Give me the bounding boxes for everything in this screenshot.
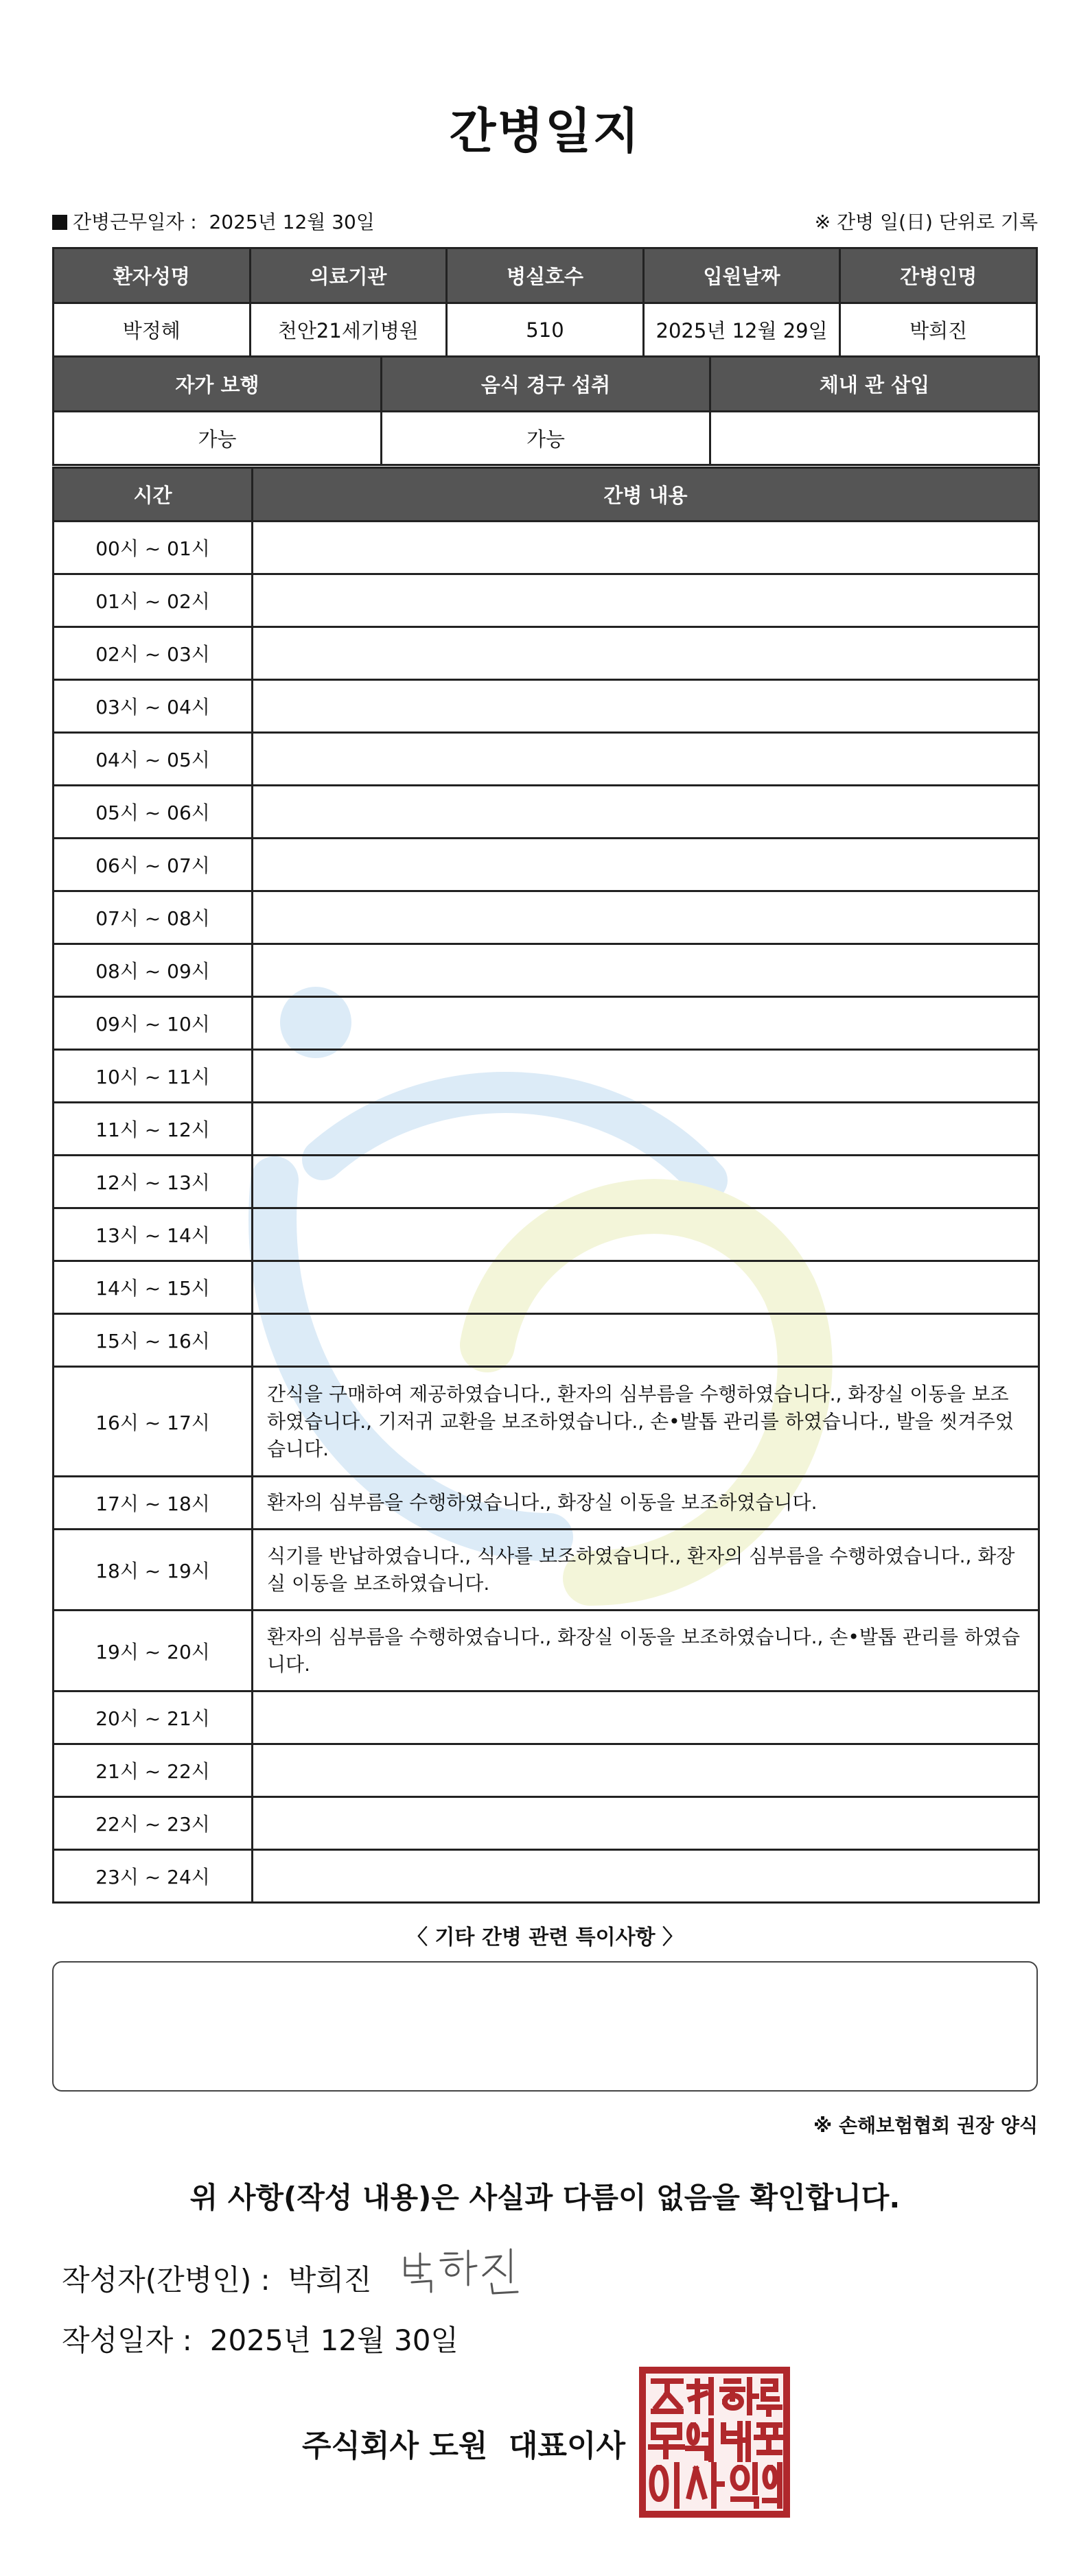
- form-source-note: ※ 손해보험협회 권장 양식: [813, 2114, 1038, 2137]
- table-row: [54, 1744, 1039, 1797]
- time-slot-cell: 07시 ~ 08시: [54, 891, 253, 944]
- table-row: [54, 1691, 1039, 1744]
- table-row: [54, 574, 1039, 627]
- time-slot-cell: 14시 ~ 15시: [54, 1261, 253, 1314]
- room-number: 510: [447, 303, 644, 357]
- written-date-value: 2025년 12월 30일: [209, 2323, 459, 2357]
- header-patient-name: 환자성명: [54, 248, 251, 303]
- time-slot-cell: 18시 ~ 19시: [54, 1530, 253, 1611]
- caregiver-name: 박희진: [840, 303, 1037, 357]
- care-content-cell: [253, 786, 1039, 839]
- header-care-content: 간병 내용: [253, 468, 1039, 522]
- time-slot-cell: 04시 ~ 05시: [54, 733, 253, 786]
- table-row: [54, 522, 1039, 574]
- writer-line: [62, 2258, 371, 2299]
- care-content-cell: 간식을 구매하여 제공하였습니다., 환자의 심부름을 수행하였습니다., 화장실 이동을 보조하였습니다., 기저귀 교환을 보조하였습니다., 손•발톱 관리를 하였습니다., 발을 씻겨주었습니다.: [253, 1367, 1039, 1477]
- square-bullet-icon: [52, 215, 67, 230]
- handwritten-signature: [399, 2244, 523, 2299]
- care-content-cell: [253, 733, 1039, 786]
- time-slot-cell: 23시 ~ 24시: [54, 1850, 253, 1903]
- table-row: [54, 1314, 1039, 1367]
- table-row: [54, 1797, 1039, 1850]
- time-slot-cell: 21시 ~ 22시: [54, 1744, 253, 1797]
- document-title: 간병일지: [449, 103, 641, 159]
- care-content-cell: [253, 627, 1039, 680]
- table-row: [54, 944, 1039, 997]
- table-row: [54, 1611, 1039, 1691]
- time-slot-cell: 19시 ~ 20시: [54, 1611, 253, 1691]
- table-row: [54, 891, 1039, 944]
- tube-insertion-value: [710, 412, 1039, 465]
- time-slot-cell: 15시 ~ 16시: [54, 1314, 253, 1367]
- time-slot-cell: 10시 ~ 11시: [54, 1050, 253, 1103]
- care-content-cell: [253, 680, 1039, 733]
- care-content-cell: 식기를 반납하였습니다., 식사를 보조하였습니다., 환자의 심부름을 수행하였습니다., 화장실 이동을 보조하였습니다.: [253, 1530, 1039, 1611]
- table-row: [54, 1208, 1039, 1261]
- table-row: [54, 1050, 1039, 1103]
- writer-name: 박희진: [288, 2263, 372, 2297]
- time-slot-cell: 00시 ~ 01시: [54, 522, 253, 574]
- table-row: [54, 627, 1039, 680]
- time-slot-cell: 13시 ~ 14시: [54, 1208, 253, 1261]
- care-content-cell: [253, 574, 1039, 627]
- care-content-cell: [253, 1156, 1039, 1208]
- patient-name: 박정혜: [54, 303, 251, 357]
- header-caregiver-name: 간병인명: [840, 248, 1037, 303]
- work-date-label: 간병근무일자 :: [73, 211, 197, 233]
- time-slot-cell: 16시 ~ 17시: [54, 1367, 253, 1477]
- care-content-cell: [253, 891, 1039, 944]
- care-content-cell: 환자의 심부름을 수행하였습니다., 화장실 이동을 보조하였습니다., 손•발톱 관리를 하였습니다.: [253, 1611, 1039, 1691]
- header-self-walking: 자가 보행: [54, 357, 382, 412]
- hospital-name: 천안21세기병원: [250, 303, 447, 357]
- care-content-cell: [253, 1050, 1039, 1103]
- time-slot-cell: 22시 ~ 23시: [54, 1797, 253, 1850]
- header-time: 시간: [54, 468, 253, 522]
- record-unit-note: ※ 간병 일(日) 단위로 기록: [814, 211, 1038, 233]
- table-row: [54, 1261, 1039, 1314]
- care-content-cell: 환자의 심부름을 수행하였습니다., 화장실 이동을 보조하였습니다.: [253, 1477, 1039, 1530]
- work-date-line: [52, 207, 375, 235]
- self-walking-value: 가능: [54, 412, 382, 465]
- care-content-cell: [253, 1208, 1039, 1261]
- table-row: [54, 839, 1039, 891]
- care-content-cell: [253, 1691, 1039, 1744]
- care-content-cell: [253, 1797, 1039, 1850]
- table-row: [54, 1156, 1039, 1208]
- table-row: [54, 1477, 1039, 1530]
- header-oral-intake: 음식 경구 섭취: [382, 357, 710, 412]
- admission-date: 2025년 12월 29일: [643, 303, 840, 357]
- time-slot-cell: 06시 ~ 07시: [54, 839, 253, 891]
- time-slot-cell: 03시 ~ 04시: [54, 680, 253, 733]
- care-content-cell: [253, 1103, 1039, 1156]
- care-content-cell: [253, 1744, 1039, 1797]
- table-row: [54, 786, 1039, 839]
- table-row: [54, 1103, 1039, 1156]
- table-row: [54, 1530, 1039, 1611]
- care-content-cell: [253, 1314, 1039, 1367]
- table-row: [54, 680, 1039, 733]
- care-log-table: [52, 467, 1040, 1904]
- header-room: 병실호수: [447, 248, 644, 303]
- table-row: [54, 997, 1039, 1050]
- care-content-cell: [253, 839, 1039, 891]
- writer-label: 작성자(간병인) :: [62, 2263, 270, 2297]
- table-row: [54, 1367, 1039, 1477]
- care-content-cell: [253, 522, 1039, 574]
- time-slot-cell: 08시 ~ 09시: [54, 944, 253, 997]
- table-row: [54, 733, 1039, 786]
- time-slot-cell: 17시 ~ 18시: [54, 1477, 253, 1530]
- table-row: [54, 1850, 1039, 1903]
- care-content-cell: [253, 997, 1039, 1050]
- special-notes-title: 〈 기타 간병 관련 특이사항 〉: [406, 1925, 684, 1949]
- written-date-line: [62, 2318, 459, 2359]
- patient-status-table: [52, 355, 1040, 466]
- header-tube-insertion: 체내 관 삽입: [710, 357, 1039, 412]
- care-content-cell: [253, 944, 1039, 997]
- time-slot-cell: 11시 ~ 12시: [54, 1103, 253, 1156]
- patient-info-table: [52, 247, 1038, 358]
- company-representative: 주식회사 도원 대표이사: [302, 2428, 625, 2463]
- time-slot-cell: 01시 ~ 02시: [54, 574, 253, 627]
- time-slot-cell: 12시 ~ 13시: [54, 1156, 253, 1208]
- confirmation-statement: 위 사항(작성 내용)은 사실과 다름이 없음을 확인합니다.: [189, 2181, 901, 2214]
- oral-intake-value: 가능: [382, 412, 710, 465]
- time-slot-cell: 09시 ~ 10시: [54, 997, 253, 1050]
- special-notes-box: [52, 1961, 1038, 2092]
- time-slot-cell: 02시 ~ 03시: [54, 627, 253, 680]
- header-admission-date: 입원날짜: [643, 248, 840, 303]
- time-slot-cell: 20시 ~ 21시: [54, 1691, 253, 1744]
- written-date-label: 작성일자 :: [62, 2323, 192, 2357]
- care-content-cell: [253, 1261, 1039, 1314]
- care-content-cell: [253, 1850, 1039, 1903]
- work-date-value: 2025년 12월 30일: [209, 211, 375, 233]
- header-hospital: 의료기관: [250, 248, 447, 303]
- time-slot-cell: 05시 ~ 06시: [54, 786, 253, 839]
- company-seal-stamp: [638, 2366, 791, 2518]
